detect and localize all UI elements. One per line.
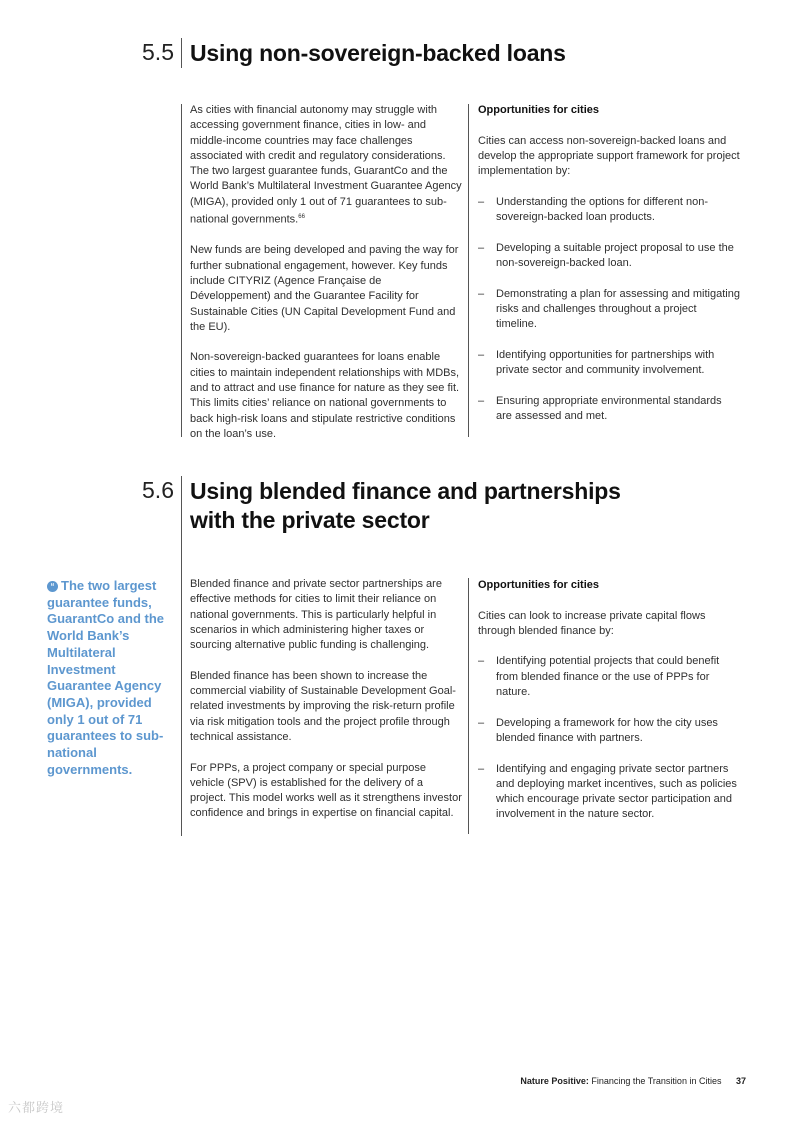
dash-icon: – bbox=[478, 241, 485, 254]
section-5-6-title-line-2: with the private sector bbox=[190, 507, 430, 533]
list-item: – Identifying and engaging private sector partners and deploying market incentives, such as policies which encourage private sector participation and involvement in the nature sector. bbox=[478, 762, 737, 821]
footer-report-subtitle: Financing the Transition in Cities bbox=[588, 1076, 722, 1086]
quote-icon: “ bbox=[47, 581, 58, 592]
section-5-6-right-rule bbox=[468, 578, 469, 834]
dash-icon: – bbox=[478, 394, 485, 407]
dash-icon: – bbox=[478, 655, 485, 668]
section-5-5-paragraph-3: Non-sovereign-backed guarantees for loans enable cities to maintain independent relationships with MDBs, and to attract and use finance for nature as they see fit. This limits cities’ reliance on national governments to back high-risk loans and stipulate restrictive conditions on the loan’s use. bbox=[190, 351, 460, 440]
section-5-5-title: Using non-sovereign-backed loans bbox=[190, 40, 566, 66]
opportunities-intro: Cities can access non-sovereign-backed loans and develop the appropriate support framework for project implementation by: bbox=[478, 134, 740, 178]
list-item: – Understanding the options for different non-sovereign-backed loan products. bbox=[478, 195, 708, 224]
page-number: 37 bbox=[735, 1076, 746, 1086]
section-5-5-number: 5.5 bbox=[142, 39, 174, 65]
list-item: – Developing a suitable project proposal to use the non-sovereign-backed loan. bbox=[478, 241, 734, 269]
section-5-6-left-rule bbox=[181, 576, 182, 836]
section-5-5-paragraph-2: New funds are being developed and paving the way for further subnational engagement, however. Key funds include CITYRIZ (Agence Française de Développement) and the Guarantee Facility for Sustainable Cities (UN Capital Development Fund and the EU). bbox=[190, 244, 459, 333]
section-5-6-opportunities bbox=[478, 578, 740, 838]
dash-icon: – bbox=[478, 348, 485, 361]
list-item: – Demonstrating a plan for assessing and mitigating risks and challenges throughout a project timeline. bbox=[478, 287, 740, 331]
section-5-6-title-line-1: Using blended finance and partnerships bbox=[190, 478, 621, 504]
dash-icon: – bbox=[478, 762, 485, 775]
pull-quote bbox=[47, 578, 169, 778]
dash-icon: – bbox=[478, 195, 485, 208]
opportunities-intro: Cities can look to increase private capital flows through blended finance by: bbox=[478, 609, 706, 637]
section-5-6-number: 5.6 bbox=[142, 477, 174, 503]
section-5-6-paragraph-3: For PPPs, a project company or special purpose vehicle (SPV) is established for the delivery of a project. This model works well as it strengthens investor confidence and brings in expertise on financial capital. bbox=[190, 761, 462, 820]
watermark bbox=[8, 1097, 64, 1116]
section-5-6-title bbox=[190, 477, 710, 535]
dash-icon: – bbox=[478, 716, 485, 729]
section-5-6-body bbox=[190, 577, 462, 837]
section-5-5-right-rule bbox=[468, 104, 469, 437]
list-item: – Developing a framework for how the city uses blended finance with partners. bbox=[478, 716, 718, 744]
list-item: – Ensuring appropriate environmental standards are assessed and met. bbox=[478, 394, 722, 422]
section-5-5-left-rule bbox=[181, 104, 182, 437]
footer-report-name: Nature Positive: bbox=[520, 1076, 589, 1086]
opportunities-list bbox=[478, 195, 740, 424]
page-footer bbox=[520, 1076, 746, 1086]
opportunities-heading: Opportunities for cities bbox=[478, 104, 600, 116]
dash-icon: – bbox=[478, 287, 485, 300]
section-5-5-paragraph-1: As cities with financial autonomy may struggle with accessing government finance, cities in low- and middle-income countries may face challenges associated with credit and regulatory considerations. The two largest guarantee funds, GuarantCo and the World Bank’s Multilateral Investment Guarantee Agency (MIGA), provided only 1 out of 71 guarantees to sub-national governments.$^{66}$ bbox=[190, 104, 462, 226]
pull-quote-text: The two largest guarantee funds, GuarantCo and the World Bank’s Multilateral Investment Guarantee Agency (MIGA), provided only 1 out of 71 guarantees to sub-national governments. bbox=[47, 578, 165, 777]
opportunities-heading: Opportunities for cities bbox=[478, 579, 600, 591]
footnote-66: 66 bbox=[298, 214, 305, 221]
list-item: – Identifying potential projects that could benefit from blended finance or the use of PPPs for nature. bbox=[478, 655, 720, 699]
section-5-5-title-rule bbox=[181, 38, 182, 68]
section-5-6-title-rule bbox=[181, 476, 182, 576]
section-5-6-paragraph-1: Blended finance and private sector partnerships are effective methods for cities to limit their reliance on national governments. This is particularly helpful in scenarios in which administering higher taxes or sourcing alternative public funding is challenging. bbox=[190, 578, 442, 652]
list-item: – Identifying opportunities for partnerships with private sector and community involvement. bbox=[478, 348, 715, 377]
opportunities-list bbox=[478, 654, 740, 822]
section-5-6-paragraph-2: Blended finance has been shown to increase the commercial viability of Sustainable Development Goal-related investments by improving the risk-return profile via risk mitigation tools and the project profile through technical assistance. bbox=[190, 669, 456, 743]
section-5-5-opportunities bbox=[478, 103, 740, 440]
watermark-text: 六都跨境 bbox=[8, 1100, 65, 1115]
section-5-5-body bbox=[190, 103, 462, 457]
